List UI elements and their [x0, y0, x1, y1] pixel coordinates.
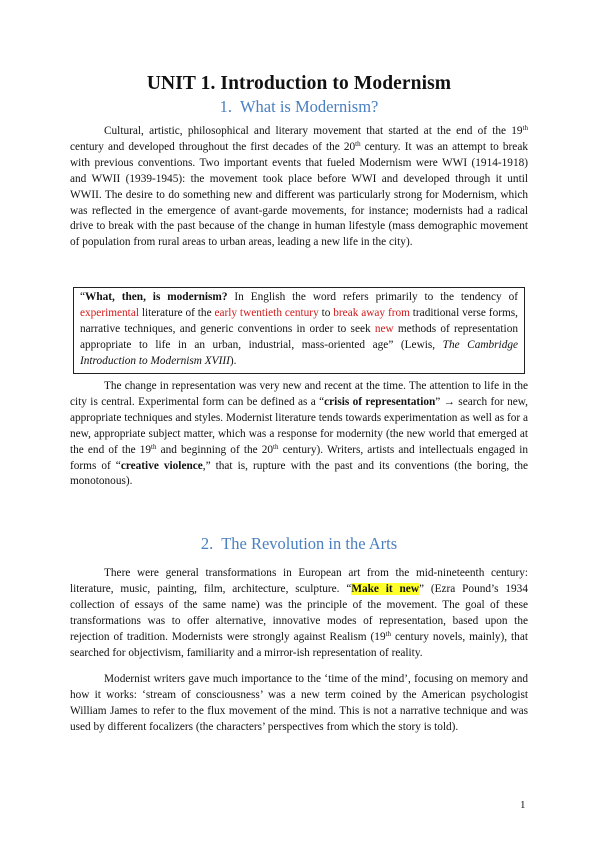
highlighted-phrase: Make it new: [351, 582, 419, 595]
paragraph-revolution-arts: There were general transformations in European art from the mid-nineteenth century: literature, music, painting, film, architecture, sculpture. “Make it new” (Ezra Pound’s 1934 collection of essays of the same name) was the principle of the movement. The goal of these transformations was to offer alternative, innovative modes of representation, based upon the rejection of tradition. Modernists were strongly against Realism (19th century novels, mainly), that searched for objectivism, familiarity and a mirror-ish representation of reality.: [70, 567, 528, 659]
section-heading-2: [70, 534, 528, 554]
section-number: 1.: [219, 97, 232, 116]
section-title: The Revolution in the Arts: [221, 534, 398, 553]
unit-title: UNIT 1. Introduction to Modernism: [146, 73, 452, 94]
section-number: 2.: [200, 534, 214, 553]
section-title: What is Modernism?: [239, 97, 379, 116]
paragraph-time-of-the-mind: Modernist writers gave much importance to the ‘time of the mind’, focusing on memory and how it works: ‘stream of consciousness’ was a new term coined by the American psychologist William James to refer to the flux movement of the mind. This is not a narrative technique and was used by different focalizers (the characters’ perspectives from which the story is told).: [70, 673, 528, 733]
section-heading-1: [70, 97, 528, 117]
paragraph-what-is-modernism: Cultural, artistic, philosophical and literary movement that started at the end of the 19th century and developed throughout the first decades of the 20th century. It was an attempt to break with previous conventions. Two important events that fueled Modernism were WWI (1914-1918) and WWII (1939-1945): the movement took place before WWI and developed through it until WWII. The desire to do something new and different was particularly strong for Modernism, which was reflected in the emergence of avant-garde movements, for instance; modernists had a radical drive to break with the past because of the change in human lifestyle (mass demographic movement of population from rural areas to urban areas, leading a new life in the city).: [70, 124, 528, 249]
page-number: 1: [520, 799, 526, 811]
paragraph-crisis-of-representation: The change in representation was very new and recent at the time. The attention to life in the city is central. Experimental form can be defined as a “crisis of representation” → search for new, appropriate techniques and styles. Modernist literature tends towards experimentation as well as for a new, appropriate subject matter, which was a response for modernity (the new world that emerged at the end of the 19th and beginning of the 20th century). Writers, artists and intellectuals engaged in forms of “creative violence,” that is, rupture with the past and its conventions (the boring, the monotonous).: [70, 380, 529, 488]
quote-box: “What, then, is modernism? In English the word refers primarily to the tendency of experimental literature of the early twentieth century to break away from traditional verse forms, narrative techniques, and generic conventions in order to seek new methods of representation appropriate to life in an urban, industrial, mass-oriented age” (Lewis, The Cambridge Introduction to Modernism XVIII).: [73, 287, 525, 374]
